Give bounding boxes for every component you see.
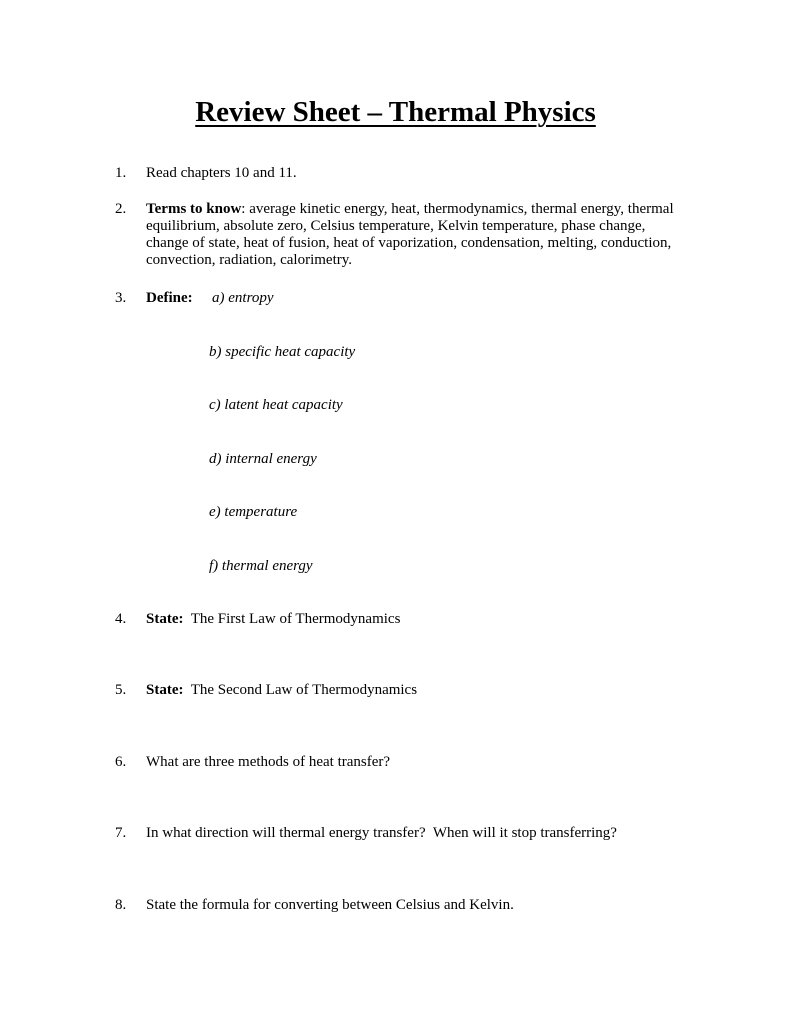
item-label: Terms to know — [146, 201, 242, 217]
item-label: State: — [146, 682, 184, 698]
item-number: 7. — [115, 825, 127, 841]
item-number: 3. — [115, 290, 127, 306]
item-label: State: — [146, 611, 184, 627]
item-number: 2. — [115, 201, 127, 217]
item-statement: The Second Law of Thermodynamics — [183, 682, 418, 698]
item-label: Define: — [146, 290, 193, 306]
item-text — [146, 682, 676, 699]
definition-term: c) latent heat capacity — [209, 397, 343, 413]
item-number: 5. — [115, 682, 127, 698]
item-statement: The First Law of Thermodynamics — [183, 611, 401, 627]
definition-term: f) thermal energy — [209, 558, 313, 574]
definition-term: d) internal energy — [209, 451, 317, 467]
item-number: 8. — [115, 897, 127, 913]
item-text: Read chapters 10 and 11. — [146, 165, 297, 181]
item-text: What are three methods of heat transfer? — [146, 754, 391, 770]
definition-entropy: a) entropy — [212, 290, 274, 306]
item-number: 6. — [115, 754, 127, 770]
item-text — [146, 611, 676, 628]
definition-term: b) specific heat capacity — [209, 344, 356, 360]
page-title: Review Sheet – Thermal Physics — [195, 96, 596, 128]
item-text: State the formula for converting between Celsius and Kelvin. — [146, 897, 514, 913]
item-number: 4. — [115, 611, 127, 627]
item-text — [146, 201, 676, 269]
terms-list: : average kinetic energy, heat, thermodynamics, thermal energy, thermal equilibrium, absolute zero, Celsius temperature, Kelvin temperature, phase change, change of state, heat of fusion, heat of vaporization, condensation, melting, conduction, convection, radiation, calorimetry. — [146, 201, 674, 268]
item-text: In what direction will thermal energy transfer? When will it stop transferring? — [146, 825, 617, 841]
definition-term: e) temperature — [209, 504, 298, 520]
item-number: 1. — [115, 165, 127, 181]
